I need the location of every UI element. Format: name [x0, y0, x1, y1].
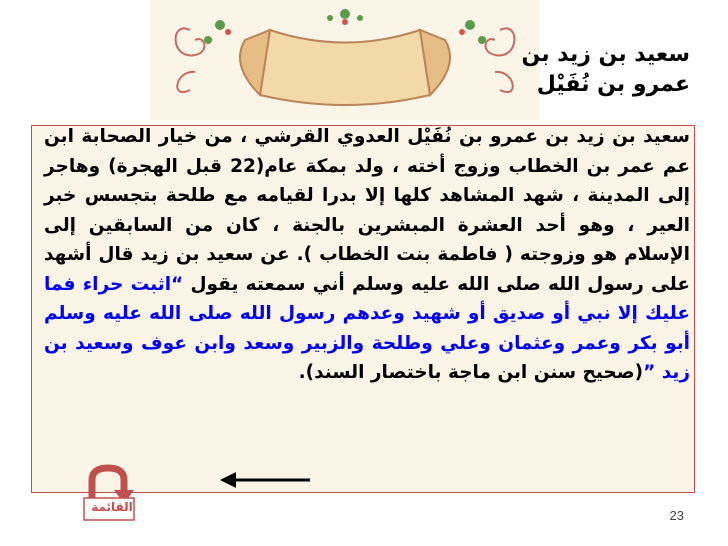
source-citation: (صحيح سنن ابن ماجة باختصار السند). [298, 362, 644, 383]
biography-text [44, 122, 690, 388]
scroll-ornament-icon [150, 0, 540, 120]
menu-home-label[interactable]: القائمة [91, 500, 133, 514]
back-arrow-icon[interactable] [220, 468, 312, 492]
title-line-2: عمرو بن نُفَيْل [536, 72, 690, 97]
biography-intro: سعيد بن زيد بن عمرو بن نُفَيْل العدوي القرشي ، من خيار الصحابة ابن عم عمر بن الخطاب وزوج أخته ، ولد بمكة عام(22 قبل الهجرة) وهاجر إلى المدينة ، شهد المشاهد كلها إلا بدرا لقيامه مع طلحة بتجسس خبر العير ، وهو أحد العشرة المبشرين بالجنة ، كان من السابقين إلى الإسلام هو وزوجته ( فاطمة بنت الخطاب ). عن سعيد بن زيد قال أشهد على رسول الله صلى الله عليه وسلم أني سمعته يقول [44, 126, 690, 295]
page-number: 23 [669, 508, 684, 523]
decorative-scroll-banner [150, 0, 540, 120]
menu-home-button[interactable] [78, 462, 138, 524]
title-line-1: سعيد بن زيد بن [521, 42, 690, 67]
slide-title [490, 40, 690, 100]
return-arrow-icon [78, 462, 138, 524]
hadith-quote: “اثبت حراء فما عليك إلا نبي أو صديق أو شهيد وعدهم رسول الله صلى الله عليه وسلم أبو بكر وعمر وعثمان وعلي وطلحة والزبير وسعد وابن عوف وسعيد بن زيد ” [44, 273, 690, 383]
